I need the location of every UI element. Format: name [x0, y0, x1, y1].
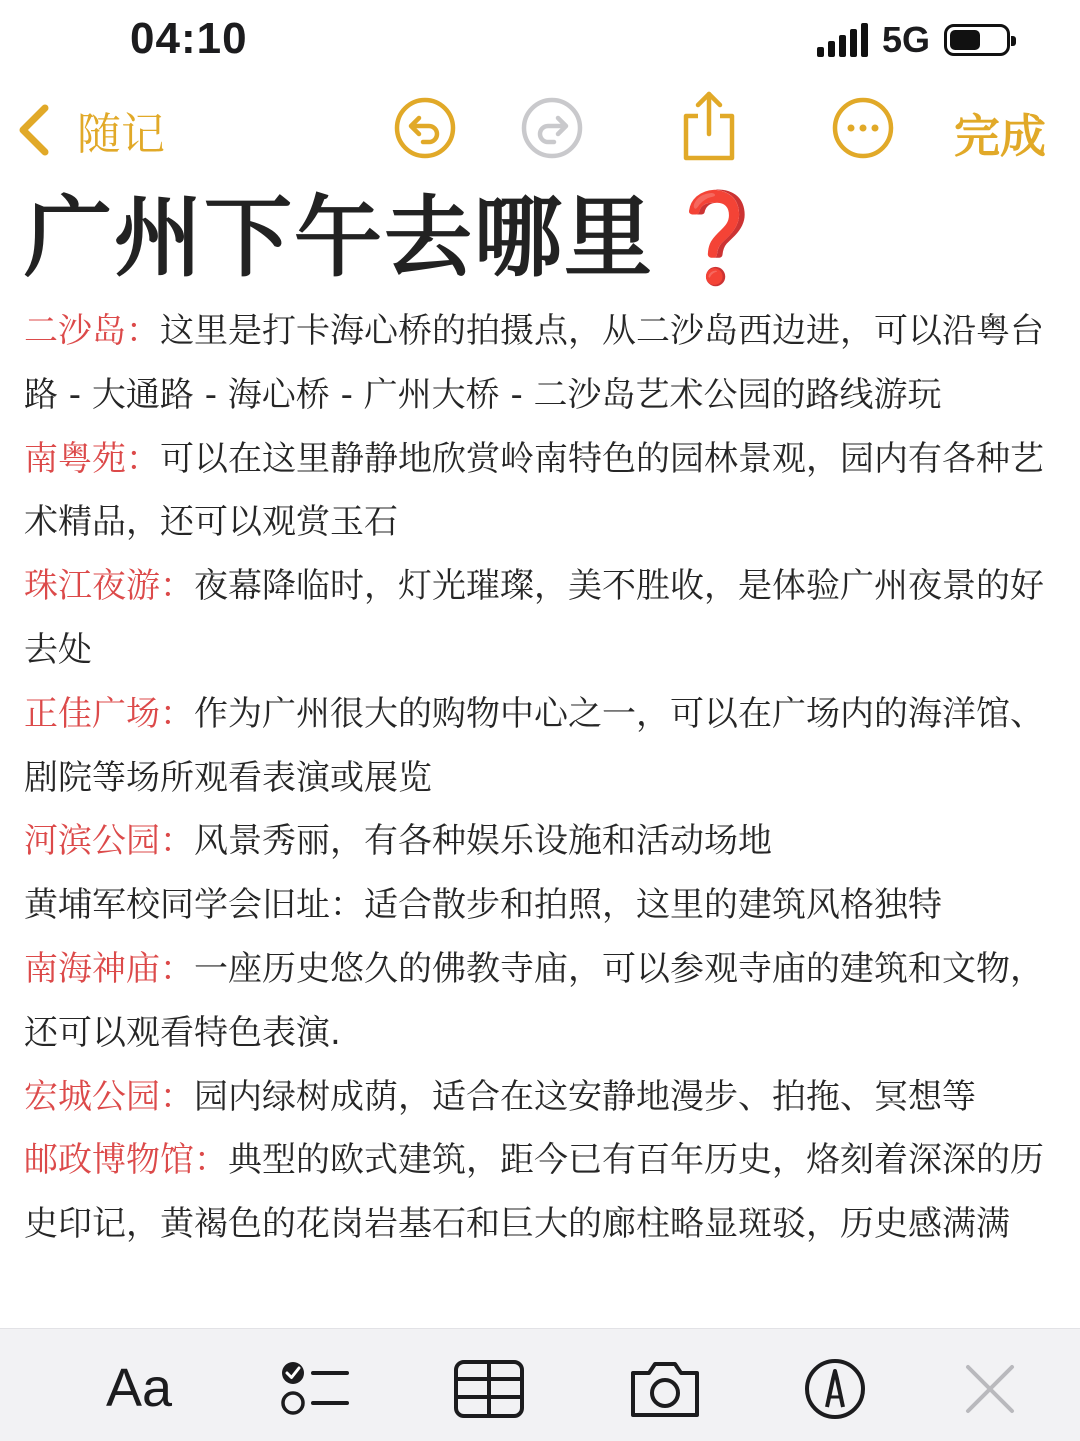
redo-icon[interactable]: [520, 96, 584, 160]
entry-place-name: 南粤苑：: [24, 438, 160, 479]
entry-description: 园内绿树成荫，适合在这安静地漫步、拍拖、冥想等: [194, 1076, 976, 1117]
status-indicators: [817, 20, 1010, 60]
status-time: 04:10: [130, 14, 248, 63]
battery-icon: [944, 24, 1010, 56]
entry-description: 作为广州很大的购物中心之一，可以在广场内的海洋馆、剧院等场所观看表演或展览: [24, 693, 1044, 798]
note-entries: [24, 300, 1064, 1257]
entry-place-name: 南海神庙：: [24, 948, 194, 989]
note-entry[interactable]: [24, 810, 1064, 874]
entry-description: 典型的欧式建筑，距今已有百年历史，烙刻着深深的历史印记，黄褐色的花岗岩基石和巨大的廊柱略显斑驳，历史感满满: [24, 1140, 1044, 1245]
note-entry[interactable]: [24, 874, 1064, 938]
note-entry[interactable]: [24, 1129, 1064, 1257]
note-title-text: 广州下午去哪里: [24, 186, 655, 289]
table-icon[interactable]: [453, 1357, 525, 1421]
note-entry[interactable]: [24, 683, 1064, 811]
entry-place-name: 邮政博物馆：: [24, 1140, 228, 1181]
note-body[interactable]: [24, 180, 1064, 1257]
bottom-toolbar: [0, 1328, 1080, 1441]
camera-icon[interactable]: [627, 1357, 703, 1421]
entry-place-name: 河滨公园：: [24, 821, 194, 862]
battery-fill: [950, 30, 980, 50]
note-entry[interactable]: [24, 938, 1064, 1066]
close-icon[interactable]: [962, 1357, 1018, 1421]
entry-description: 一座历史悠久的佛教寺庙，可以参观寺庙的建筑和文物，还可以观看特色表演.: [24, 948, 1044, 1053]
entry-place-name: 珠江夜游：: [24, 566, 194, 607]
chevron-left-icon: [15, 102, 55, 158]
note-entry[interactable]: [24, 555, 1064, 683]
entry-description: 可以在这里静静地欣赏岭南特色的园林景观，园内有各种艺术精品，还可以观赏玉石: [24, 438, 1044, 543]
entry-description: 黄埔军校同学会旧址：适合散步和拍照，这里的建筑风格独特: [24, 885, 942, 926]
note-entry[interactable]: [24, 1066, 1064, 1130]
undo-icon[interactable]: [393, 96, 457, 160]
share-icon[interactable]: [676, 90, 742, 162]
status-bar: [0, 0, 1080, 80]
checklist-icon[interactable]: [279, 1357, 351, 1421]
entry-place-name: 宏城公园：: [24, 1076, 194, 1117]
done-button[interactable]: 完成: [954, 109, 1046, 163]
entry-description: 夜幕降临时，灯光璀璨，美不胜收，是体验广州夜景的好去处: [24, 566, 1044, 670]
entry-description: 风景秀丽，有各种娱乐设施和活动场地: [194, 821, 772, 862]
format-button[interactable]: Aa: [106, 1358, 173, 1418]
entry-description: 这里是打卡海心桥的拍摄点，从二沙岛西边进，可以沿粤台路 - 大通路 - 海心桥 - 广州大桥 - 二沙岛艺术公园的路线游玩: [24, 311, 1044, 415]
entry-place-name: 正佳广场：: [24, 693, 194, 734]
question-mark-emoji: ❓: [662, 186, 774, 289]
markup-icon[interactable]: [803, 1357, 867, 1421]
more-icon[interactable]: [831, 96, 895, 160]
entry-place-name: 二沙岛：: [24, 311, 160, 351]
network-type: 5G: [881, 19, 930, 60]
signal-icon: [817, 23, 868, 57]
note-entry[interactable]: [24, 428, 1064, 556]
note-entry[interactable]: [24, 300, 1064, 428]
note-toolbar: [0, 90, 1080, 170]
note-title[interactable]: [24, 180, 1064, 296]
back-button[interactable]: [15, 98, 165, 162]
back-label: 随记: [77, 109, 165, 160]
